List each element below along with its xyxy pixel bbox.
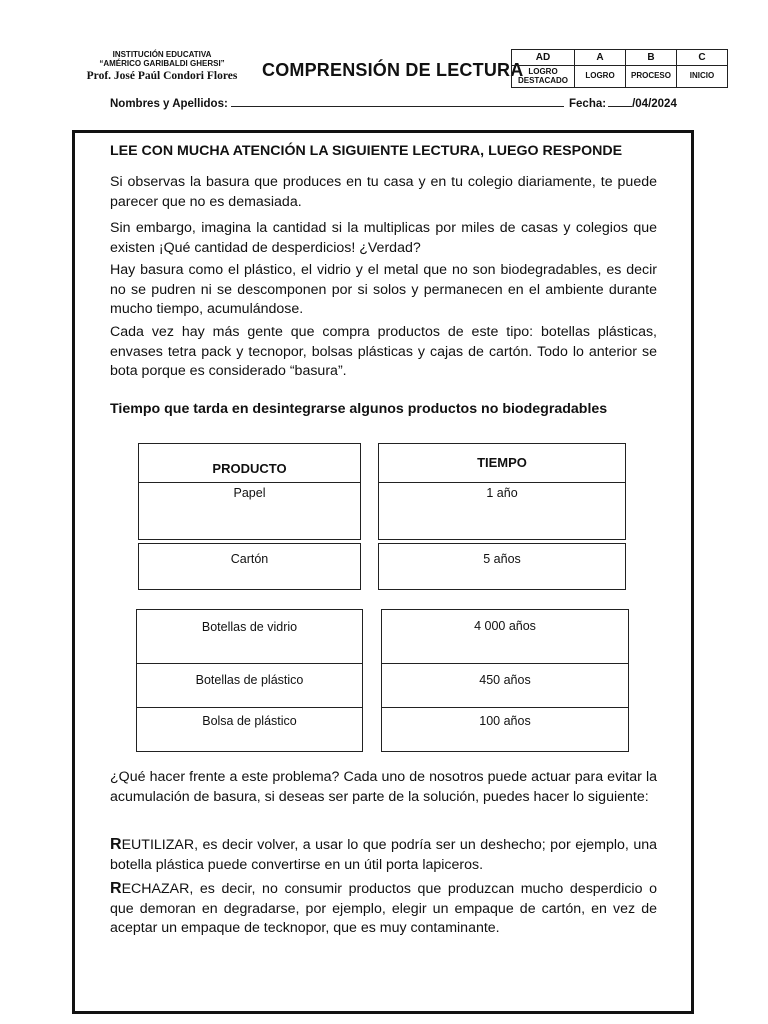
reuse-initial: R bbox=[110, 836, 122, 853]
product-column-header: PRODUCTO bbox=[212, 461, 287, 476]
date-day-blank[interactable] bbox=[608, 96, 632, 107]
grading-scale-table bbox=[511, 49, 728, 88]
closing-paragraph bbox=[110, 768, 657, 807]
paragraph-4 bbox=[110, 323, 657, 382]
date-suffix: /04/2024 bbox=[632, 98, 677, 110]
institution-block bbox=[62, 50, 262, 84]
closing-text: ¿Qué hacer frente a este problema? Cada uno de nosotros puede actuar para evitar la acumulación de basura, si deseas ser parte de la solución, puedes hacer lo siguiente: bbox=[110, 769, 657, 805]
grade-code: C bbox=[677, 50, 728, 66]
reuse-term: EUTILIZAR, bbox=[121, 837, 199, 853]
table-divider bbox=[382, 663, 628, 664]
grade-code: B bbox=[626, 50, 677, 66]
table-divider bbox=[137, 707, 362, 708]
grade-label: PROCESO bbox=[626, 66, 677, 88]
reject-paragraph bbox=[110, 879, 657, 939]
paragraph-3 bbox=[110, 261, 657, 320]
paragraph-text: Sin embargo, imagina la cantidad si la multiplicas por miles de casas y colegios que existen ¡Qué cantidad de desperdicios! ¿Verdad? bbox=[110, 220, 657, 256]
names-label: Nombres y Apellidos: bbox=[110, 98, 228, 110]
table-divider bbox=[382, 707, 628, 708]
grade-label: LOGRO DESTACADO bbox=[512, 66, 575, 88]
reject-text: es decir, no consumir productos que produzcan mucho desperdicio o que demoran en degradarse, por ejemplo, elegir un empaque de cartón, en vez de aceptar un empaque de tecknopor, que es muy contaminante. bbox=[110, 881, 657, 937]
teacher-name: Prof. José Paúl Condori Flores bbox=[86, 70, 238, 83]
institution-subtitle: “AMÉRICO GARIBALDI GHERSI” bbox=[99, 59, 225, 69]
time-row-box bbox=[378, 543, 626, 590]
time-cell: 5 años bbox=[483, 552, 521, 566]
grade-code: A bbox=[575, 50, 626, 66]
paragraph-text: Si observas la basura que produces en tu casa y en tu colegio diariamente, te puede parecer que no es demasiada. bbox=[110, 174, 657, 210]
product-cell: Cartón bbox=[230, 552, 269, 566]
date-label: Fecha: bbox=[569, 98, 607, 110]
paragraph-text: Cada vez hay más gente que compra productos de este tipo: botellas plásticas, envases tetra pack y tecnopor, bolsas plásticas y cajas de cartón. Todo lo anterior se bota porque es considerado “basura”. bbox=[110, 324, 657, 380]
time-cell: 1 año bbox=[486, 486, 518, 500]
grade-label: INICIO bbox=[677, 66, 728, 88]
reuse-paragraph bbox=[110, 835, 657, 875]
table-divider bbox=[139, 482, 360, 483]
product-rows-box bbox=[136, 609, 363, 752]
time-cell: 4 000 años bbox=[474, 619, 536, 633]
reading-instruction: LEE CON MUCHA ATENCIÓN LA SIGUIENTE LECTURA, LUEGO RESPONDE bbox=[110, 143, 623, 159]
time-column-header: TIEMPO bbox=[477, 455, 527, 470]
time-cell: 100 años bbox=[479, 714, 531, 728]
student-info-line bbox=[110, 96, 677, 110]
product-cell: Botellas de vidrio bbox=[201, 620, 298, 634]
paragraph-text: Hay basura como el plástico, el vidrio y el metal que no son biodegradables, es decir no se pudren ni se descomponen por si solos y permanecen en el ambiente durante mucho tiempo, acumulándose. bbox=[110, 262, 657, 318]
reject-term: ECHAZAR, bbox=[121, 881, 194, 897]
names-blank[interactable] bbox=[231, 96, 564, 107]
product-row-box bbox=[138, 543, 361, 590]
product-cell: Botellas de plástico bbox=[195, 673, 304, 687]
paragraph-1 bbox=[110, 173, 657, 212]
product-header-box bbox=[138, 443, 361, 540]
reuse-text: es decir volver, a usar lo que podría ser un deshecho; por ejemplo, una botella plástica puede convertirse en un útil porta lapiceros. bbox=[110, 837, 657, 873]
page-title: COMPRENSIÓN DE LECTURA bbox=[262, 60, 524, 80]
grade-label: LOGRO bbox=[575, 66, 626, 88]
institution-name: INSTITUCIÓN EDUCATIVA bbox=[112, 50, 212, 59]
paragraph-2 bbox=[110, 219, 657, 258]
table-divider bbox=[379, 482, 625, 483]
time-cell: 450 años bbox=[479, 673, 531, 687]
reject-initial: R bbox=[110, 880, 122, 897]
product-cell: Bolsa de plástico bbox=[202, 714, 297, 728]
grade-code: AD bbox=[512, 50, 575, 66]
table-title: Tiempo que tarda en desintegrarse algunos productos no biodegradables bbox=[110, 401, 608, 417]
product-cell: Papel bbox=[233, 486, 266, 500]
time-rows-box bbox=[381, 609, 629, 752]
table-divider bbox=[137, 663, 362, 664]
time-header-box bbox=[378, 443, 626, 540]
